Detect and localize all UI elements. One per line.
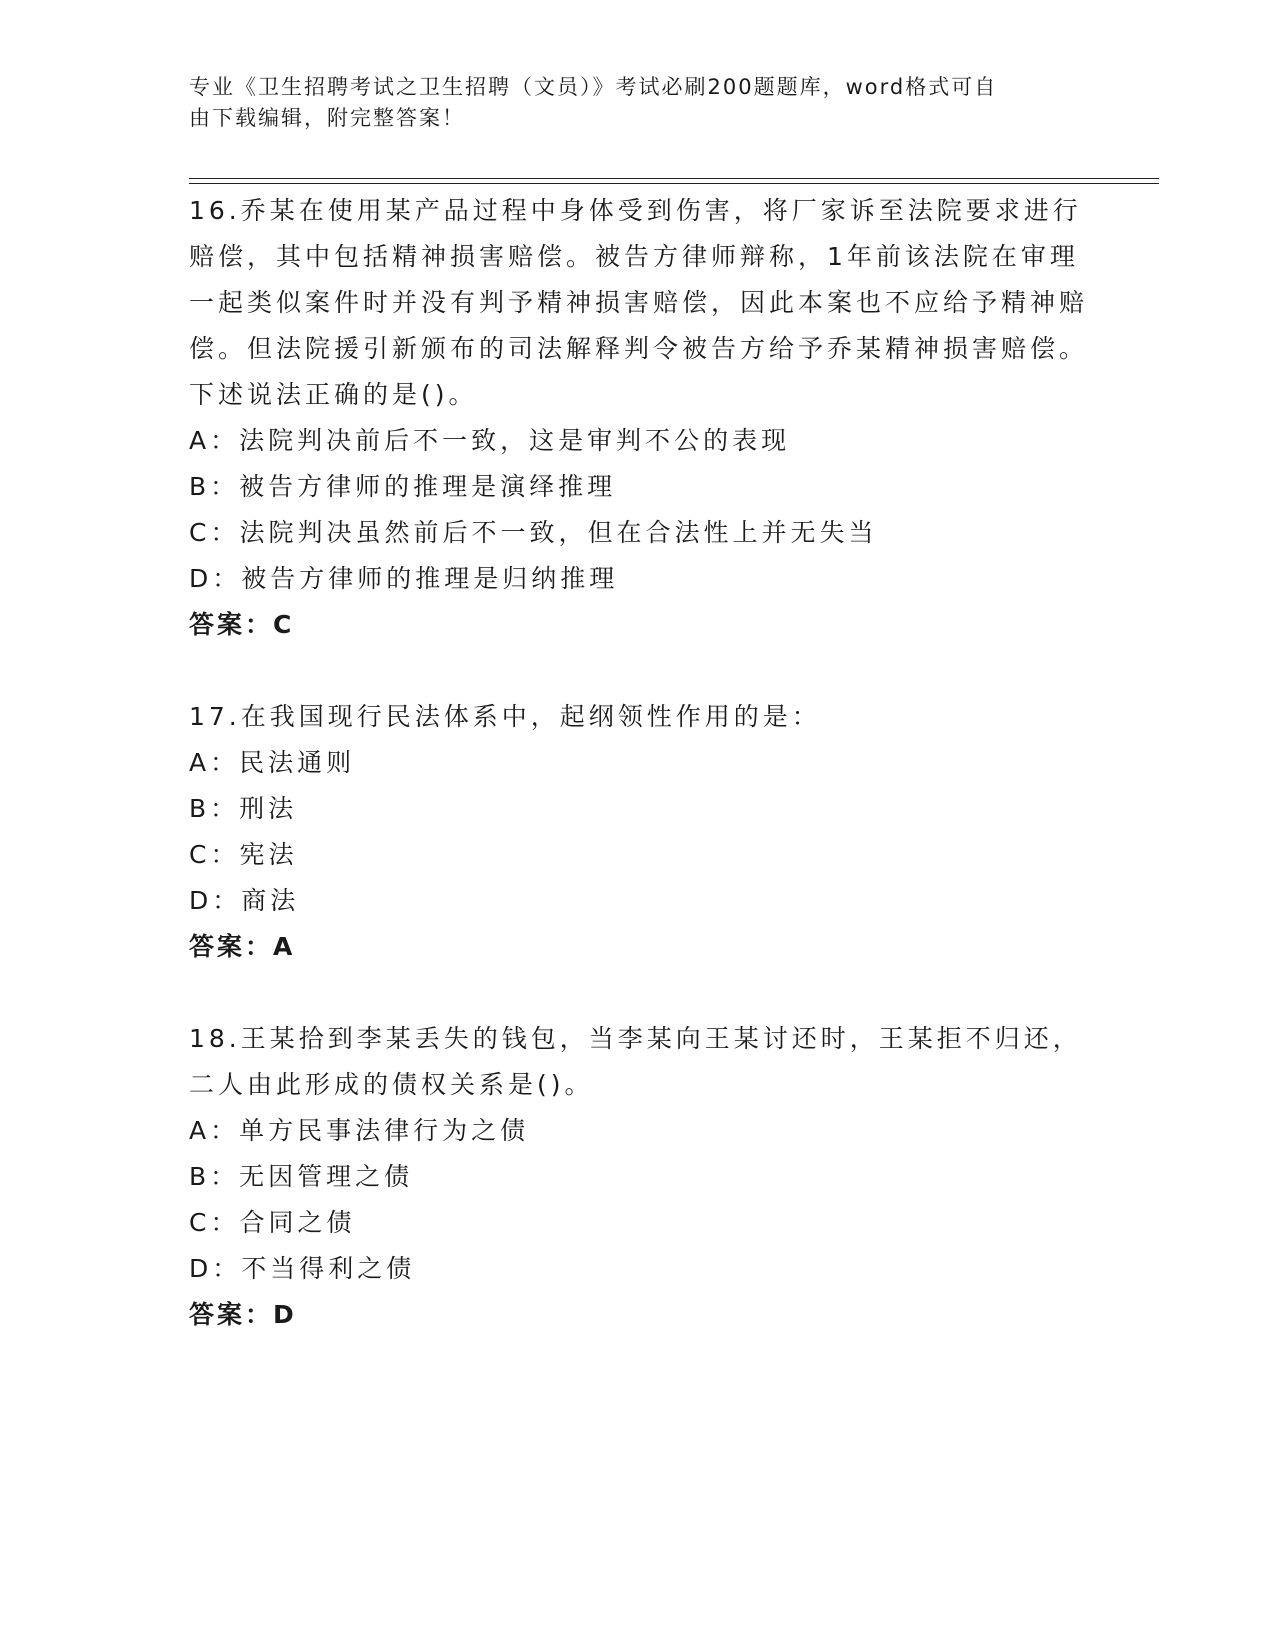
header-line-1: 专业《卫生招聘考试之卫生招聘（文员）》考试必刷200题题库，word格式可自	[189, 75, 998, 99]
option-c: C：宪法	[189, 840, 298, 869]
question-stem: 17.在我国现行民法体系中，起纲领性作用的是：	[189, 702, 821, 731]
question-18	[189, 1016, 1089, 1338]
option-b: B：被告方律师的推理是演绎推理	[189, 472, 617, 501]
header-divider-bottom	[189, 183, 1159, 184]
option-d: D：商法	[189, 886, 300, 915]
answer: 答案：C	[189, 610, 295, 639]
option-a: A：单方民事法律行为之债	[189, 1116, 530, 1145]
question-stem: 18.王某拾到李某丢失的钱包，当李某向王某讨还时，王某拒不归还，二人由此形成的债权关系是()。	[189, 1024, 1082, 1099]
option-c: C：合同之债	[189, 1208, 356, 1237]
question-16	[189, 188, 1089, 648]
option-a: A：法院判决前后不一致，这是审判不公的表现	[189, 426, 791, 455]
header-line-2: 由下载编辑，附完整答案！	[189, 106, 465, 130]
option-b: B：无因管理之债	[189, 1162, 414, 1191]
option-a: A：民法通则	[189, 748, 356, 777]
option-d: D：被告方律师的推理是归纳推理	[189, 564, 619, 593]
question-stem: 16.乔某在使用某产品过程中身体受到伤害，将厂家诉至法院要求进行赔偿，其中包括精神损害赔偿。被告方律师辩称，1年前该法院在审理一起类似案件时并没有判予精神损害赔偿，因此本案也不应给予精神赔偿。但法院援引新颁布的司法解释判令被告方给予乔某精神损害赔偿。下述说法正确的是()。	[189, 196, 1089, 409]
question-17	[189, 694, 1089, 970]
header-divider-top	[189, 178, 1159, 179]
answer: 答案：D	[189, 1300, 297, 1329]
answer: 答案：A	[189, 932, 296, 961]
option-b: B：刑法	[189, 794, 298, 823]
option-c: C：法院判决虽然前后不一致，但在合法性上并无失当	[189, 518, 878, 547]
option-d: D：不当得利之债	[189, 1254, 416, 1283]
question-list	[189, 188, 1089, 1384]
document-header	[189, 72, 1069, 134]
